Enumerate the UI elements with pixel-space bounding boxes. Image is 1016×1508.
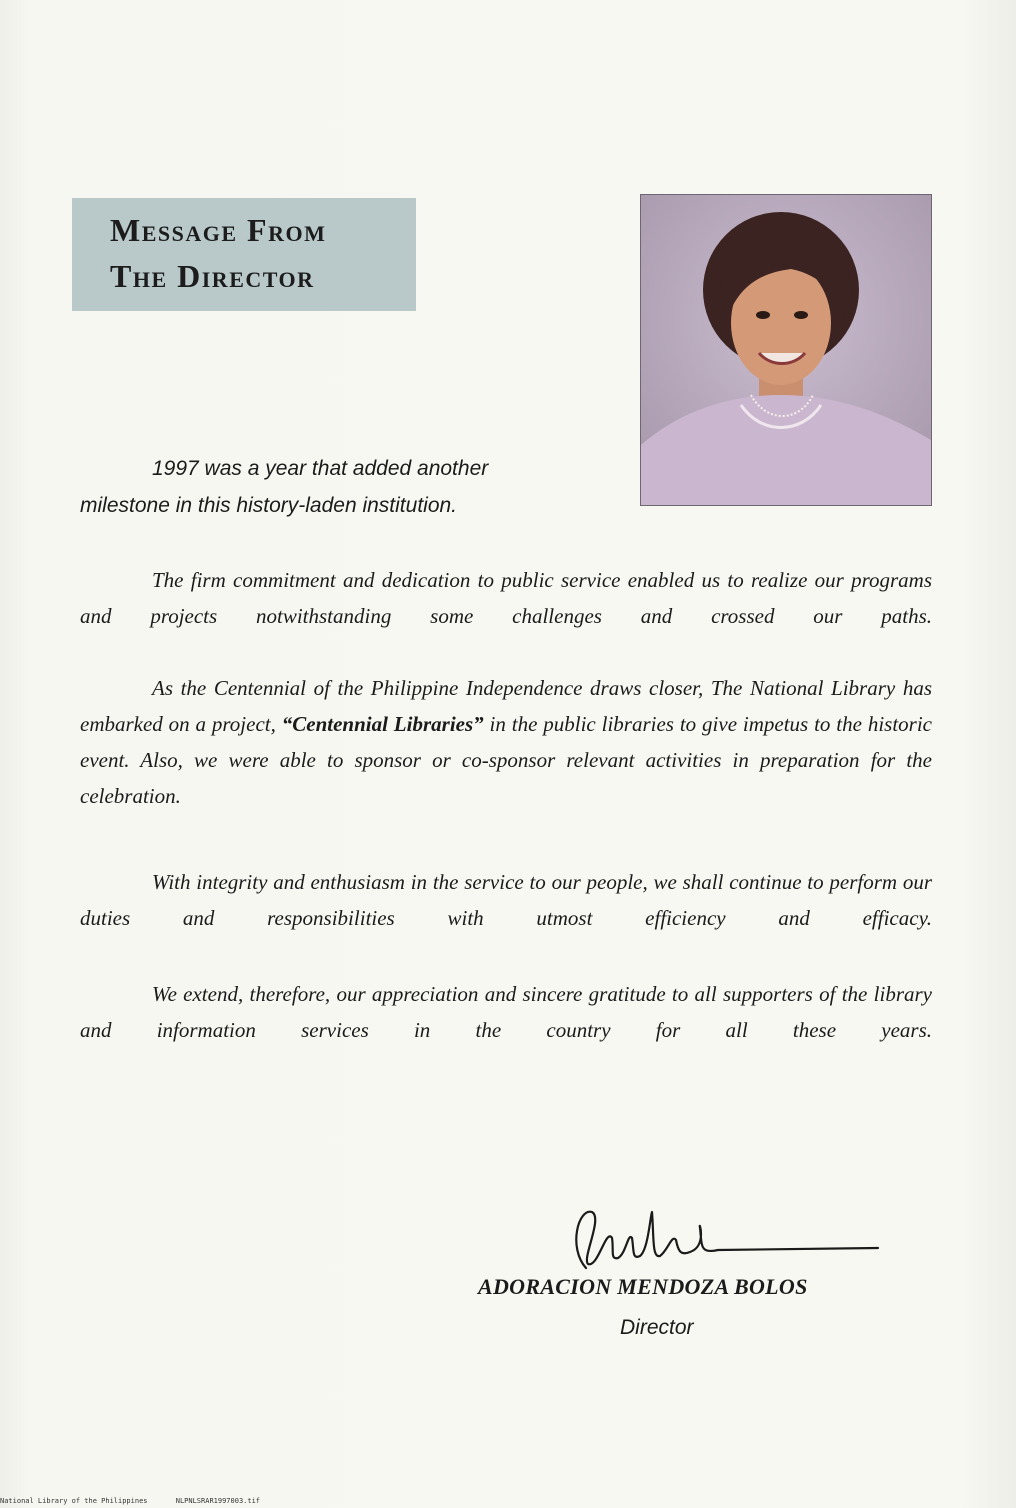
- paragraph-2: [80, 562, 932, 634]
- page-title-line-1: Message From: [110, 212, 327, 248]
- paragraph-3-text-start: As the Centennial of the Philippine Independence draws closer, The National Library has embarked on a project,: [80, 676, 932, 736]
- paragraph-3: [80, 670, 932, 814]
- project-name: “Centennial Libraries”: [281, 712, 484, 736]
- paragraph-4-text: With integrity and enthusiasm in the service to our people, we shall continue to perform our duties and responsibilities with utmost efficiency and efficacy.: [80, 870, 932, 930]
- handwritten-signature: [548, 1198, 888, 1278]
- paragraph-1: [80, 450, 932, 524]
- page-title-line-2: The Director: [110, 258, 315, 294]
- signatory-title: Director: [620, 1316, 694, 1339]
- paragraph-4: [80, 864, 932, 936]
- footer-filename: NLPNLSRAR1997003.tif: [175, 1497, 261, 1505]
- scan-footer: [0, 1497, 284, 1505]
- paragraph-1-line-2: milestone in this history-laden institution.: [80, 494, 458, 517]
- footer-source: National Library of the Philippines: [0, 1497, 148, 1505]
- paragraph-2-text: The firm commitment and dedication to public service enabled us to realize our programs and projects notwithstanding some challenges and crossed our paths.: [80, 568, 932, 628]
- paragraph-1-line-1: 1997 was a year that added another: [152, 457, 489, 480]
- title-banner: [72, 198, 416, 311]
- signatory-name: ADORACION MENDOZA BOLOS: [478, 1274, 808, 1299]
- paragraph-3-text-end: in the public libraries to give impetus to the historic event. Also, we were able to sponsor or co-sponsor relevant activities in preparation for the celebration.: [80, 712, 932, 808]
- paragraph-5: [80, 976, 932, 1048]
- paragraph-5-text: We extend, therefore, our appreciation and sincere gratitude to all supporters of the library and information services in the country for all these years.: [80, 982, 932, 1042]
